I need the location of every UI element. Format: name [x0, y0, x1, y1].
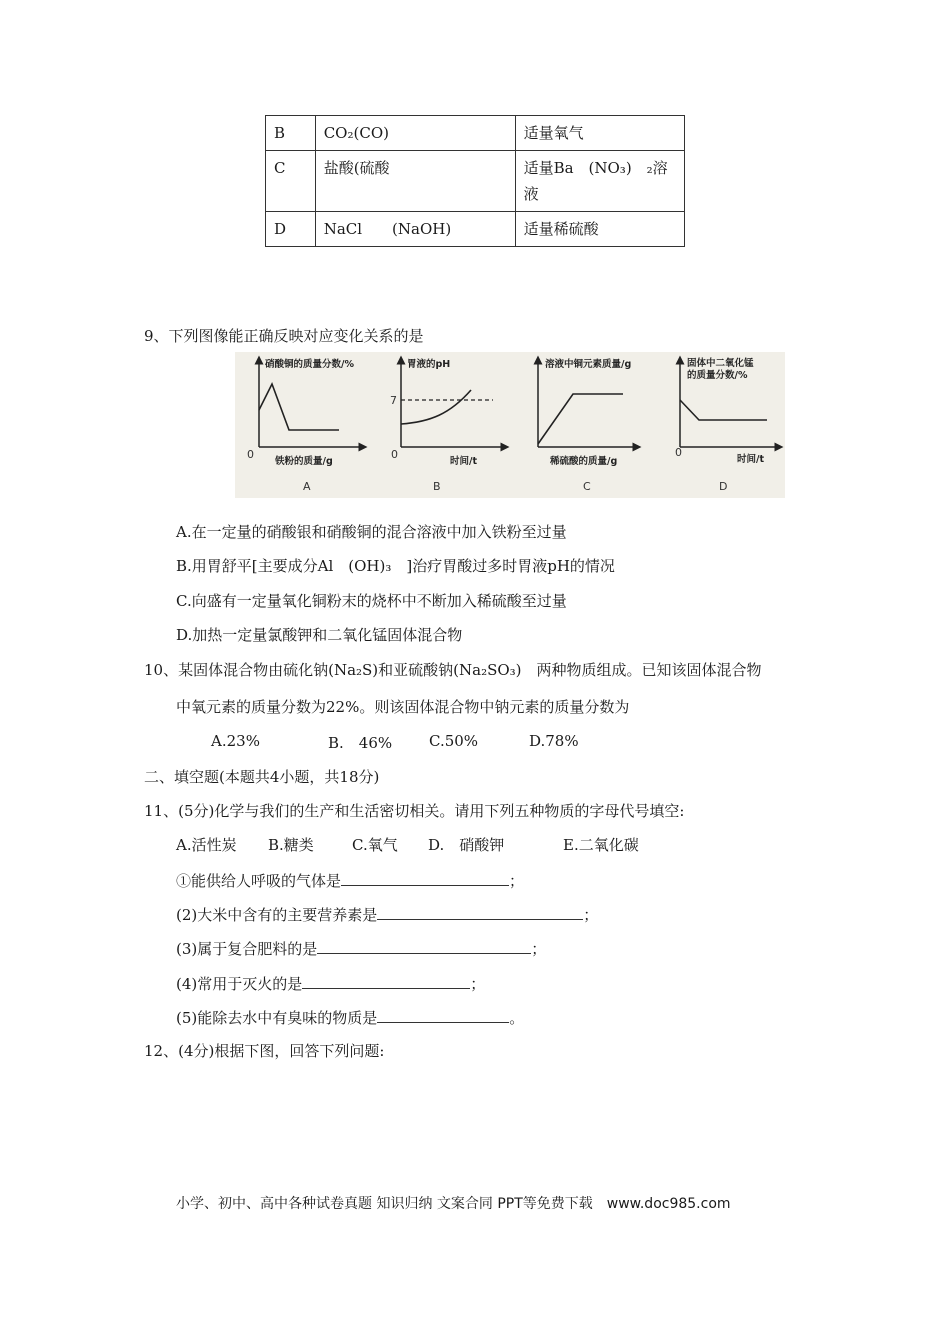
- graph-a-xlabel: 铁粉的质量/g: [275, 456, 333, 467]
- graph-a-curve: [259, 384, 339, 430]
- q9-option-b: B.用胃舒平[主要成分Al (OH)₃ ]治疗胃酸过多时胃液pH的情况: [176, 557, 615, 575]
- q11-choice-a: A.活性炭: [176, 836, 237, 854]
- graph-b-mark: 7: [390, 394, 397, 407]
- q11-choice-c: C.氧气: [352, 836, 398, 854]
- q9-graphs-svg: [235, 352, 785, 498]
- q11-item-end: ；: [509, 872, 525, 890]
- graph-c-label: C: [583, 480, 591, 493]
- answer-blank[interactable]: [317, 937, 531, 954]
- table-cell-substance: CO₂(CO): [315, 116, 515, 151]
- q10-option-a: A.23%: [211, 732, 260, 750]
- section-title: 二、填空题(本题共4小题，共18分): [144, 768, 380, 786]
- graph-d-ylabel-line1: 固体中二氧化锰: [687, 358, 754, 369]
- answer-blank[interactable]: [341, 869, 509, 886]
- table-cell-substance: 盐酸(硫酸: [315, 151, 515, 212]
- q11-item-1: [176, 869, 524, 891]
- table-row: [266, 212, 685, 247]
- graph-b-ylabel: 胃液的pH: [407, 359, 451, 370]
- q11-item-5: [176, 1006, 524, 1028]
- graph-d-xlabel: 时间/t: [737, 454, 765, 465]
- q11-item-end: 。: [509, 1009, 525, 1027]
- q10-line1: 10、某固体混合物由硫化钠(Na₂S)和亚硫酸钠(Na₂SO₃) 两种物质组成。已知该固体混合物: [144, 661, 762, 679]
- graph-a-origin: 0: [247, 448, 254, 461]
- page-footer: 小学、初中、高中各种试卷真题 知识归纳 文案合同 PPT等免费下载 www.doc985.com: [176, 1196, 731, 1212]
- q11-item-text: (4)常用于灭火的是: [176, 975, 303, 993]
- graph-b-origin: 0: [391, 448, 398, 461]
- table-cell-reagent: 适量稀硫酸: [515, 212, 684, 247]
- q9-graphs-figure: [235, 352, 785, 498]
- answer-blank[interactable]: [377, 903, 583, 920]
- table-cell-label: B: [266, 116, 316, 151]
- q9-stem: 9、下列图像能正确反映对应变化关系的是: [144, 327, 424, 345]
- q12-stem: 12、(4分)根据下图，回答下列问题:: [144, 1042, 385, 1060]
- q11-item-2: [176, 903, 598, 925]
- graph-a-ylabel: 硝酸铜的质量分数/%: [265, 359, 354, 370]
- graph-c-curve: [538, 394, 623, 444]
- q11-item-3: [176, 937, 546, 959]
- q11-choice-d: D. 硝酸钾: [428, 836, 505, 854]
- q10-line2: 中氧元素的质量分数为22%。则该固体混合物中钠元素的质量分数为: [176, 698, 630, 716]
- q11-stem: 11、(5分)化学与我们的生产和生活密切相关。请用下列五种物质的字母代号填空:: [144, 802, 685, 820]
- q11-item-text: (3)属于复合肥料的是: [176, 940, 318, 958]
- graph-c-xlabel: 稀硫酸的质量/g: [550, 456, 618, 467]
- q10-option-d: D.78%: [529, 732, 579, 750]
- answer-blank[interactable]: [302, 972, 470, 989]
- table-cell-reagent: 适量氧气: [515, 116, 684, 151]
- q11-item-end: ；: [583, 906, 599, 924]
- q11-item-text: (5)能除去水中有臭味的物质是: [176, 1009, 378, 1027]
- q11-item-4: [176, 972, 485, 994]
- graph-c-ylabel: 溶液中铜元素质量/g: [545, 359, 632, 370]
- q11-item-text: (2)大米中含有的主要营养素是: [176, 906, 378, 924]
- q9-option-a: A.在一定量的硝酸银和硝酸铜的混合溶液中加入铁粉至过量: [176, 523, 567, 541]
- graph-a: [247, 358, 363, 493]
- table-row: [266, 116, 685, 151]
- graph-b-label: B: [433, 480, 441, 493]
- graph-b: [390, 358, 505, 493]
- graph-d-label: D: [719, 480, 728, 493]
- q11-item-end: ；: [531, 940, 547, 958]
- table-cell-reagent: 适量Ba (NO₃) ₂溶液: [515, 151, 684, 212]
- graph-d: [675, 357, 779, 493]
- table-cell-label: D: [266, 212, 316, 247]
- graph-d-ylabel-line2: 的质量分数/%: [687, 370, 748, 381]
- graph-a-label: A: [303, 480, 311, 493]
- q11-choice-b: B.糖类: [268, 836, 314, 854]
- q10-option-c: C.50%: [429, 732, 479, 750]
- graph-b-curve: [401, 390, 471, 424]
- graph-d-origin: 0: [675, 446, 682, 459]
- table-row: [266, 151, 685, 212]
- reagent-table: [265, 115, 685, 247]
- q11-choice-e: E.二氧化碳: [563, 836, 639, 854]
- graph-c: [538, 358, 637, 493]
- q9-option-c: C.向盛有一定量氧化铜粉末的烧杯中不断加入稀硫酸至过量: [176, 592, 567, 610]
- q11-item-end: ；: [470, 975, 486, 993]
- q9-option-d: D.加热一定量氯酸钾和二氧化锰固体混合物: [176, 626, 463, 644]
- table-cell-substance: NaCl (NaOH): [315, 212, 515, 247]
- q11-item-text: ①能供给人呼吸的气体是: [176, 872, 342, 890]
- table-cell-label: C: [266, 151, 316, 212]
- graph-d-curve: [680, 400, 767, 420]
- answer-blank[interactable]: [377, 1006, 509, 1023]
- graph-b-xlabel: 时间/t: [450, 456, 478, 467]
- q10-option-b: B. 46%: [328, 734, 393, 752]
